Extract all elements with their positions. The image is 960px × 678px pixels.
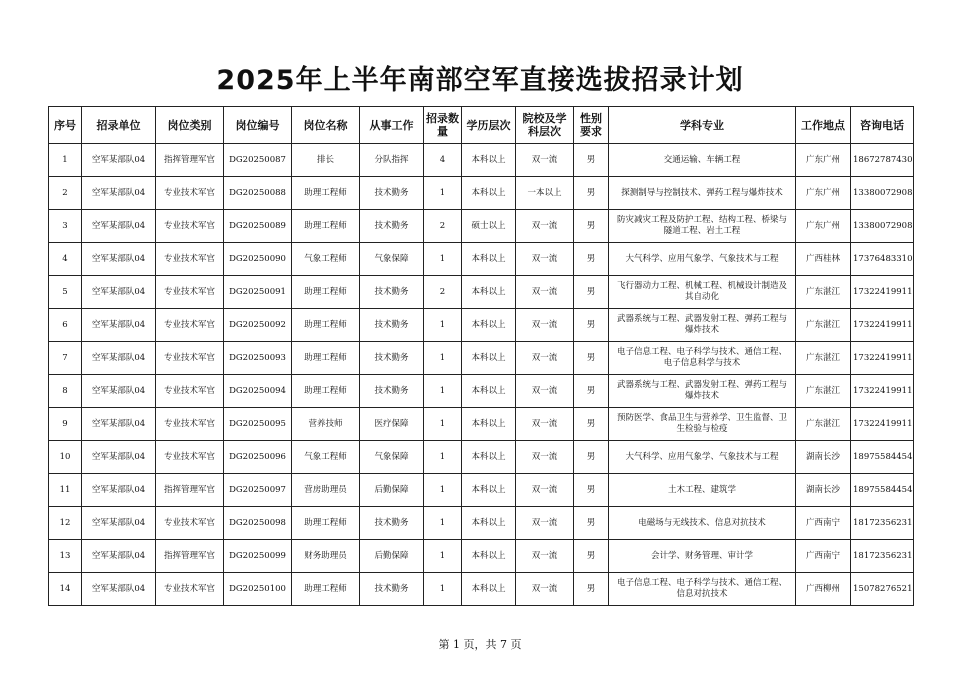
gender-requirement-cell: 男 bbox=[574, 309, 609, 342]
work-location-cell: 广西南宁 bbox=[796, 540, 851, 573]
school-level-cell: 双一流 bbox=[516, 507, 574, 540]
school-level-cell: 双一流 bbox=[516, 573, 574, 606]
education-level-cell: 本科以上 bbox=[462, 243, 516, 276]
school-level-cell: 双一流 bbox=[516, 540, 574, 573]
contact-phone-cell: 18672787430 bbox=[851, 144, 914, 177]
table-row bbox=[49, 474, 914, 507]
contact-phone-cell: 18172356231 bbox=[851, 507, 914, 540]
work-location-cell: 广东湛江 bbox=[796, 342, 851, 375]
quota-cell: 1 bbox=[424, 507, 462, 540]
gender-requirement-cell: 男 bbox=[574, 210, 609, 243]
position-category-cell: 专业技术军官 bbox=[156, 309, 224, 342]
recruiting-unit-cell: 空军某部队04 bbox=[82, 342, 156, 375]
school-level-cell: 双一流 bbox=[516, 144, 574, 177]
education-level-cell: 本科以上 bbox=[462, 276, 516, 309]
position-category-cell: 专业技术军官 bbox=[156, 375, 224, 408]
contact-phone-cell: 13380072908 bbox=[851, 210, 914, 243]
position-name-cell: 排长 bbox=[292, 144, 360, 177]
row-number-cell: 13 bbox=[49, 540, 82, 573]
position-code-cell: DG20250099 bbox=[224, 540, 292, 573]
school-level-cell: 双一流 bbox=[516, 210, 574, 243]
work-type-cell: 后勤保障 bbox=[360, 474, 424, 507]
work-location-cell: 广东湛江 bbox=[796, 375, 851, 408]
recruiting-unit-cell: 空军某部队04 bbox=[82, 210, 156, 243]
position-code-cell: DG20250098 bbox=[224, 507, 292, 540]
row-number-cell: 3 bbox=[49, 210, 82, 243]
position-code-cell: DG20250091 bbox=[224, 276, 292, 309]
work-location-cell: 广东湛江 bbox=[796, 309, 851, 342]
position-category-cell: 专业技术军官 bbox=[156, 177, 224, 210]
position-code-cell: DG20250096 bbox=[224, 441, 292, 474]
education-level-cell: 本科以上 bbox=[462, 309, 516, 342]
position-name-cell: 助理工程师 bbox=[292, 507, 360, 540]
gender-requirement-cell: 男 bbox=[574, 342, 609, 375]
recruiting-unit-cell: 空军某部队04 bbox=[82, 507, 156, 540]
column-header: 招录单位 bbox=[82, 107, 156, 144]
column-header: 学科专业 bbox=[609, 107, 796, 144]
table-row bbox=[49, 144, 914, 177]
education-level-cell: 硕士以上 bbox=[462, 210, 516, 243]
recruiting-unit-cell: 空军某部队04 bbox=[82, 441, 156, 474]
recruiting-unit-cell: 空军某部队04 bbox=[82, 144, 156, 177]
row-number-cell: 8 bbox=[49, 375, 82, 408]
contact-phone-cell: 17322419911 bbox=[851, 309, 914, 342]
gender-requirement-cell: 男 bbox=[574, 474, 609, 507]
education-level-cell: 本科以上 bbox=[462, 474, 516, 507]
position-name-cell: 助理工程师 bbox=[292, 573, 360, 606]
position-name-cell: 助理工程师 bbox=[292, 210, 360, 243]
table-row bbox=[49, 276, 914, 309]
row-number-cell: 6 bbox=[49, 309, 82, 342]
row-number-cell: 2 bbox=[49, 177, 82, 210]
contact-phone-cell: 18975584454 bbox=[851, 441, 914, 474]
column-header: 咨询电话 bbox=[851, 107, 914, 144]
recruiting-unit-cell: 空军某部队04 bbox=[82, 309, 156, 342]
work-location-cell: 湖南长沙 bbox=[796, 441, 851, 474]
row-number-cell: 4 bbox=[49, 243, 82, 276]
position-code-cell: DG20250089 bbox=[224, 210, 292, 243]
position-category-cell: 指挥管理军官 bbox=[156, 540, 224, 573]
gender-requirement-cell: 男 bbox=[574, 540, 609, 573]
position-name-cell: 气象工程师 bbox=[292, 243, 360, 276]
education-level-cell: 本科以上 bbox=[462, 507, 516, 540]
gender-requirement-cell: 男 bbox=[574, 441, 609, 474]
major-cell: 电磁场与无线技术、信息对抗技术 bbox=[609, 507, 796, 540]
position-code-cell: DG20250097 bbox=[224, 474, 292, 507]
row-number-cell: 9 bbox=[49, 408, 82, 441]
work-location-cell: 广西柳州 bbox=[796, 573, 851, 606]
position-category-cell: 专业技术军官 bbox=[156, 507, 224, 540]
column-header: 招录数量 bbox=[424, 107, 462, 144]
row-number-cell: 11 bbox=[49, 474, 82, 507]
major-cell: 武器系统与工程、武器发射工程、弹药工程与爆炸技术 bbox=[609, 375, 796, 408]
work-type-cell: 气象保障 bbox=[360, 243, 424, 276]
work-location-cell: 广西桂林 bbox=[796, 243, 851, 276]
header-row bbox=[49, 107, 914, 144]
contact-phone-cell: 17322419911 bbox=[851, 408, 914, 441]
position-category-cell: 专业技术军官 bbox=[156, 342, 224, 375]
position-code-cell: DG20250090 bbox=[224, 243, 292, 276]
row-number-cell: 12 bbox=[49, 507, 82, 540]
work-location-cell: 广东湛江 bbox=[796, 408, 851, 441]
table-row bbox=[49, 210, 914, 243]
table-body bbox=[49, 144, 914, 606]
position-name-cell: 气象工程师 bbox=[292, 441, 360, 474]
major-cell: 飞行器动力工程、机械工程、机械设计制造及其自动化 bbox=[609, 276, 796, 309]
column-header: 岗位名称 bbox=[292, 107, 360, 144]
major-cell: 土木工程、建筑学 bbox=[609, 474, 796, 507]
education-level-cell: 本科以上 bbox=[462, 342, 516, 375]
contact-phone-cell: 15078276521 bbox=[851, 573, 914, 606]
education-level-cell: 本科以上 bbox=[462, 177, 516, 210]
quota-cell: 1 bbox=[424, 474, 462, 507]
column-header: 序号 bbox=[49, 107, 82, 144]
contact-phone-cell: 17322419911 bbox=[851, 276, 914, 309]
quota-cell: 1 bbox=[424, 342, 462, 375]
work-type-cell: 后勤保障 bbox=[360, 540, 424, 573]
school-level-cell: 双一流 bbox=[516, 408, 574, 441]
table-row bbox=[49, 243, 914, 276]
work-location-cell: 广东广州 bbox=[796, 210, 851, 243]
table-row bbox=[49, 573, 914, 606]
major-cell: 大气科学、应用气象学、气象技术与工程 bbox=[609, 243, 796, 276]
education-level-cell: 本科以上 bbox=[462, 573, 516, 606]
school-level-cell: 双一流 bbox=[516, 342, 574, 375]
table-row bbox=[49, 309, 914, 342]
position-code-cell: DG20250094 bbox=[224, 375, 292, 408]
position-category-cell: 专业技术军官 bbox=[156, 243, 224, 276]
quota-cell: 4 bbox=[424, 144, 462, 177]
position-name-cell: 助理工程师 bbox=[292, 177, 360, 210]
position-name-cell: 助理工程师 bbox=[292, 309, 360, 342]
work-type-cell: 技术勤务 bbox=[360, 309, 424, 342]
position-category-cell: 指挥管理军官 bbox=[156, 474, 224, 507]
major-cell: 预防医学、食品卫生与营养学、卫生监督、卫生检验与检疫 bbox=[609, 408, 796, 441]
row-number-cell: 14 bbox=[49, 573, 82, 606]
table-row bbox=[49, 540, 914, 573]
school-level-cell: 双一流 bbox=[516, 441, 574, 474]
quota-cell: 1 bbox=[424, 309, 462, 342]
school-level-cell: 双一流 bbox=[516, 309, 574, 342]
position-name-cell: 助理工程师 bbox=[292, 276, 360, 309]
major-cell: 武器系统与工程、武器发射工程、弹药工程与爆炸技术 bbox=[609, 309, 796, 342]
quota-cell: 1 bbox=[424, 441, 462, 474]
document-title: 2025年上半年南部空军直接选拔招录计划 bbox=[216, 65, 744, 96]
recruiting-unit-cell: 空军某部队04 bbox=[82, 540, 156, 573]
recruiting-unit-cell: 空军某部队04 bbox=[82, 375, 156, 408]
major-cell: 电子信息工程、电子科学与技术、通信工程、信息对抗技术 bbox=[609, 573, 796, 606]
school-level-cell: 双一流 bbox=[516, 474, 574, 507]
work-location-cell: 广东广州 bbox=[796, 177, 851, 210]
gender-requirement-cell: 男 bbox=[574, 375, 609, 408]
work-type-cell: 气象保障 bbox=[360, 441, 424, 474]
quota-cell: 1 bbox=[424, 243, 462, 276]
gender-requirement-cell: 男 bbox=[574, 408, 609, 441]
work-type-cell: 技术勤务 bbox=[360, 375, 424, 408]
school-level-cell: 一本以上 bbox=[516, 177, 574, 210]
position-name-cell: 营养技师 bbox=[292, 408, 360, 441]
position-code-cell: DG20250088 bbox=[224, 177, 292, 210]
work-type-cell: 分队指挥 bbox=[360, 144, 424, 177]
education-level-cell: 本科以上 bbox=[462, 441, 516, 474]
recruiting-unit-cell: 空军某部队04 bbox=[82, 177, 156, 210]
work-location-cell: 广西南宁 bbox=[796, 507, 851, 540]
row-number-cell: 1 bbox=[49, 144, 82, 177]
work-location-cell: 广东广州 bbox=[796, 144, 851, 177]
quota-cell: 2 bbox=[424, 210, 462, 243]
column-header: 院校及学科层次 bbox=[516, 107, 574, 144]
major-cell: 电子信息工程、电子科学与技术、通信工程、电子信息科学与技术 bbox=[609, 342, 796, 375]
work-type-cell: 技术勤务 bbox=[360, 573, 424, 606]
education-level-cell: 本科以上 bbox=[462, 144, 516, 177]
work-type-cell: 技术勤务 bbox=[360, 276, 424, 309]
position-code-cell: DG20250093 bbox=[224, 342, 292, 375]
quota-cell: 1 bbox=[424, 177, 462, 210]
major-cell: 会计学、财务管理、审计学 bbox=[609, 540, 796, 573]
major-cell: 探测制导与控制技术、弹药工程与爆炸技术 bbox=[609, 177, 796, 210]
major-cell: 交通运输、车辆工程 bbox=[609, 144, 796, 177]
position-name-cell: 营房助理员 bbox=[292, 474, 360, 507]
gender-requirement-cell: 男 bbox=[574, 573, 609, 606]
gender-requirement-cell: 男 bbox=[574, 144, 609, 177]
page-footer: 第 1 页，共 7 页 bbox=[438, 638, 522, 651]
position-category-cell: 专业技术军官 bbox=[156, 276, 224, 309]
position-category-cell: 指挥管理军官 bbox=[156, 144, 224, 177]
school-level-cell: 双一流 bbox=[516, 375, 574, 408]
contact-phone-cell: 17322419911 bbox=[851, 342, 914, 375]
row-number-cell: 7 bbox=[49, 342, 82, 375]
contact-phone-cell: 17376483310 bbox=[851, 243, 914, 276]
recruiting-unit-cell: 空军某部队04 bbox=[82, 573, 156, 606]
column-header: 从事工作 bbox=[360, 107, 424, 144]
position-name-cell: 财务助理员 bbox=[292, 540, 360, 573]
work-type-cell: 技术勤务 bbox=[360, 507, 424, 540]
work-type-cell: 医疗保障 bbox=[360, 408, 424, 441]
column-header: 工作地点 bbox=[796, 107, 851, 144]
major-cell: 防灾减灾工程及防护工程、结构工程、桥梁与隧道工程、岩土工程 bbox=[609, 210, 796, 243]
gender-requirement-cell: 男 bbox=[574, 507, 609, 540]
contact-phone-cell: 18172356231 bbox=[851, 540, 914, 573]
position-category-cell: 专业技术军官 bbox=[156, 573, 224, 606]
column-header: 岗位编号 bbox=[224, 107, 292, 144]
recruiting-unit-cell: 空军某部队04 bbox=[82, 474, 156, 507]
quota-cell: 1 bbox=[424, 375, 462, 408]
contact-phone-cell: 18975584454 bbox=[851, 474, 914, 507]
position-name-cell: 助理工程师 bbox=[292, 375, 360, 408]
position-code-cell: DG20250092 bbox=[224, 309, 292, 342]
row-number-cell: 10 bbox=[49, 441, 82, 474]
school-level-cell: 双一流 bbox=[516, 276, 574, 309]
position-category-cell: 专业技术军官 bbox=[156, 408, 224, 441]
position-code-cell: DG20250100 bbox=[224, 573, 292, 606]
recruiting-unit-cell: 空军某部队04 bbox=[82, 243, 156, 276]
position-code-cell: DG20250087 bbox=[224, 144, 292, 177]
gender-requirement-cell: 男 bbox=[574, 177, 609, 210]
work-type-cell: 技术勤务 bbox=[360, 177, 424, 210]
work-type-cell: 技术勤务 bbox=[360, 210, 424, 243]
recruiting-unit-cell: 空军某部队04 bbox=[82, 276, 156, 309]
position-name-cell: 助理工程师 bbox=[292, 342, 360, 375]
table-header bbox=[49, 107, 914, 144]
quota-cell: 1 bbox=[424, 408, 462, 441]
quota-cell: 1 bbox=[424, 573, 462, 606]
work-location-cell: 广东湛江 bbox=[796, 276, 851, 309]
column-header: 岗位类别 bbox=[156, 107, 224, 144]
column-header: 学历层次 bbox=[462, 107, 516, 144]
recruitment-plan-table bbox=[48, 106, 914, 606]
school-level-cell: 双一流 bbox=[516, 243, 574, 276]
recruiting-unit-cell: 空军某部队04 bbox=[82, 408, 156, 441]
gender-requirement-cell: 男 bbox=[574, 276, 609, 309]
table-row bbox=[49, 507, 914, 540]
position-category-cell: 专业技术军官 bbox=[156, 441, 224, 474]
quota-cell: 2 bbox=[424, 276, 462, 309]
position-code-cell: DG20250095 bbox=[224, 408, 292, 441]
gender-requirement-cell: 男 bbox=[574, 243, 609, 276]
education-level-cell: 本科以上 bbox=[462, 375, 516, 408]
row-number-cell: 5 bbox=[49, 276, 82, 309]
position-category-cell: 专业技术军官 bbox=[156, 210, 224, 243]
table-row bbox=[49, 441, 914, 474]
education-level-cell: 本科以上 bbox=[462, 408, 516, 441]
quota-cell: 1 bbox=[424, 540, 462, 573]
table-row bbox=[49, 375, 914, 408]
table-row bbox=[49, 342, 914, 375]
education-level-cell: 本科以上 bbox=[462, 540, 516, 573]
work-location-cell: 湖南长沙 bbox=[796, 474, 851, 507]
major-cell: 大气科学、应用气象学、气象技术与工程 bbox=[609, 441, 796, 474]
column-header: 性别要求 bbox=[574, 107, 609, 144]
contact-phone-cell: 17322419911 bbox=[851, 375, 914, 408]
contact-phone-cell: 13380072908 bbox=[851, 177, 914, 210]
work-type-cell: 技术勤务 bbox=[360, 342, 424, 375]
table-row bbox=[49, 177, 914, 210]
table-row bbox=[49, 408, 914, 441]
